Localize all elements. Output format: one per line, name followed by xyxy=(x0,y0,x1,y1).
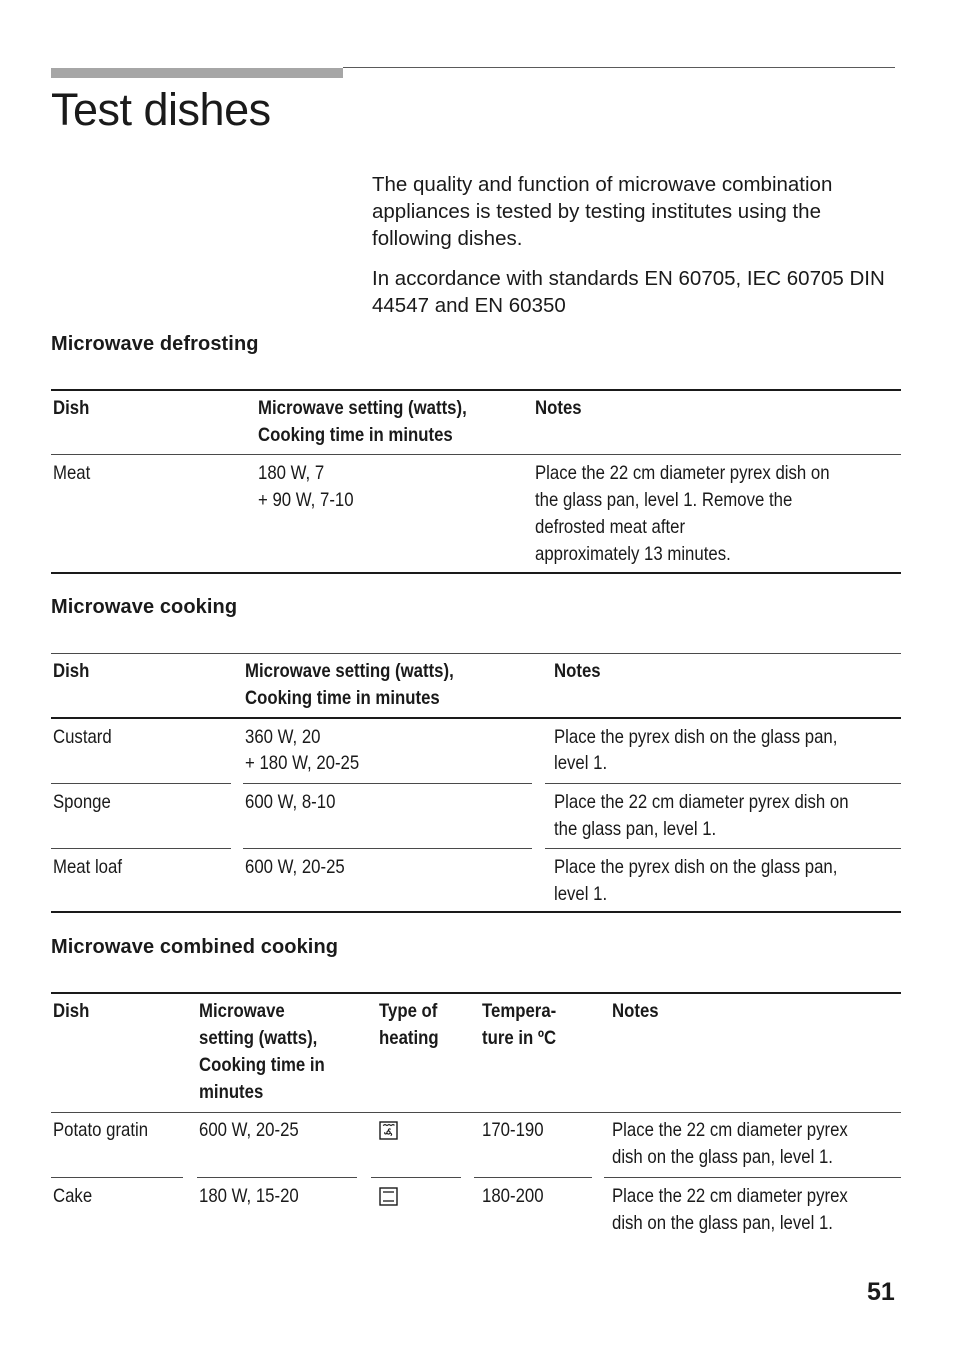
row-rule xyxy=(604,1177,901,1178)
column-header-setting: Cooking time in xyxy=(199,1054,325,1076)
cell-notes: Place the 22 cm diameter pyrex xyxy=(612,1185,848,1207)
cell-setting: 180 W, 15-20 xyxy=(199,1185,299,1207)
cell-notes: dish on the glass pan, level 1. xyxy=(612,1212,833,1234)
intro-paragraph-2: In accordance with standards EN 60705, IEC 60705 DIN 44547 and EN 60350 xyxy=(372,267,885,317)
cell-temperature: 170-190 xyxy=(482,1119,544,1141)
row-rule xyxy=(243,783,532,784)
header-accent-bar xyxy=(51,68,343,78)
column-header-setting: Microwave setting (watts), xyxy=(245,660,454,682)
header-rule xyxy=(51,1112,901,1113)
cell-notes: dish on the glass pan, level 1. xyxy=(612,1146,833,1168)
row-rule xyxy=(545,848,901,849)
page-number: 51 xyxy=(867,1278,895,1306)
column-header-notes: Notes xyxy=(535,397,582,419)
cell-dish: Meat loaf xyxy=(53,856,122,878)
cell-setting: + 180 W, 20-25 xyxy=(245,752,360,774)
cell-notes: Place the 22 cm diameter pyrex dish on xyxy=(554,791,849,813)
cell-setting: + 90 W, 7-10 xyxy=(258,489,354,511)
cell-dish: Custard xyxy=(53,726,112,748)
header-rule xyxy=(51,717,901,719)
column-header-setting-line2: Cooking time in minutes xyxy=(245,687,440,709)
cell-setting: 180 W, 7 xyxy=(258,462,325,484)
intro-paragraph-1: The quality and function of microwave combination appliances is tested by testing institutes using the following dishes. xyxy=(372,173,833,250)
cell-setting: 360 W, 20 xyxy=(245,726,321,748)
column-header-setting-line2: Cooking time in minutes xyxy=(258,424,453,446)
row-rule xyxy=(243,848,532,849)
table-top-rule xyxy=(51,992,901,994)
cell-dish: Sponge xyxy=(53,791,111,813)
column-header-heating: heating xyxy=(379,1027,439,1049)
cell-notes: Place the pyrex dish on the glass pan, xyxy=(554,856,838,878)
table-bottom-rule xyxy=(51,911,901,913)
section-heading-cooking: Microwave cooking xyxy=(51,596,238,618)
cell-temperature: 180-200 xyxy=(482,1185,544,1207)
cell-setting: 600 W, 8-10 xyxy=(245,791,336,813)
row-rule xyxy=(51,783,231,784)
cell-notes: defrosted meat after xyxy=(535,516,686,538)
cell-dish: Meat xyxy=(53,462,91,484)
row-rule xyxy=(197,1177,357,1178)
column-header-setting: setting (watts), xyxy=(199,1027,318,1049)
cell-dish: Potato gratin xyxy=(53,1119,149,1141)
table-bottom-rule xyxy=(51,572,901,574)
header-rule xyxy=(343,67,895,68)
top-bottom-heat-icon xyxy=(379,1187,398,1206)
row-rule xyxy=(51,1177,183,1178)
cell-notes: level 1. xyxy=(554,883,608,905)
row-rule xyxy=(371,1177,461,1178)
grill-convection-icon xyxy=(379,1121,398,1140)
column-header-temperature: Tempera- xyxy=(482,1000,557,1022)
row-rule xyxy=(51,848,231,849)
cell-dish: Cake xyxy=(53,1185,93,1207)
cell-notes: Place the 22 cm diameter pyrex dish on xyxy=(535,462,830,484)
cell-notes: approximately 13 minutes. xyxy=(535,543,731,565)
row-rule xyxy=(474,1177,592,1178)
cell-notes: Place the 22 cm diameter pyrex xyxy=(612,1119,848,1141)
cell-notes: level 1. xyxy=(554,752,608,774)
cell-setting: 600 W, 20-25 xyxy=(245,856,345,878)
table-top-rule xyxy=(51,653,901,654)
column-header-dish: Dish xyxy=(53,397,90,419)
column-header-notes: Notes xyxy=(612,1000,659,1022)
header-rule xyxy=(51,454,901,455)
column-header-temperature: ture in ºC xyxy=(482,1027,557,1049)
section-heading-combined: Microwave combined cooking xyxy=(51,936,339,958)
column-header-notes: Notes xyxy=(554,660,601,682)
cell-notes: Place the pyrex dish on the glass pan, xyxy=(554,726,838,748)
column-header-setting: Microwave xyxy=(199,1000,285,1022)
column-header-dish: Dish xyxy=(53,660,90,682)
section-heading-defrosting: Microwave defrosting xyxy=(51,333,259,355)
cell-setting: 600 W, 20-25 xyxy=(199,1119,299,1141)
row-rule xyxy=(545,783,901,784)
cell-notes: the glass pan, level 1. Remove the xyxy=(535,489,793,511)
cell-notes: the glass pan, level 1. xyxy=(554,818,717,840)
column-header-setting: minutes xyxy=(199,1081,264,1103)
page-title: Test dishes xyxy=(51,84,271,135)
column-header-dish: Dish xyxy=(53,1000,90,1022)
column-header-heating: Type of xyxy=(379,1000,438,1022)
column-header-setting: Microwave setting (watts), xyxy=(258,397,467,419)
table-top-rule xyxy=(51,389,901,391)
